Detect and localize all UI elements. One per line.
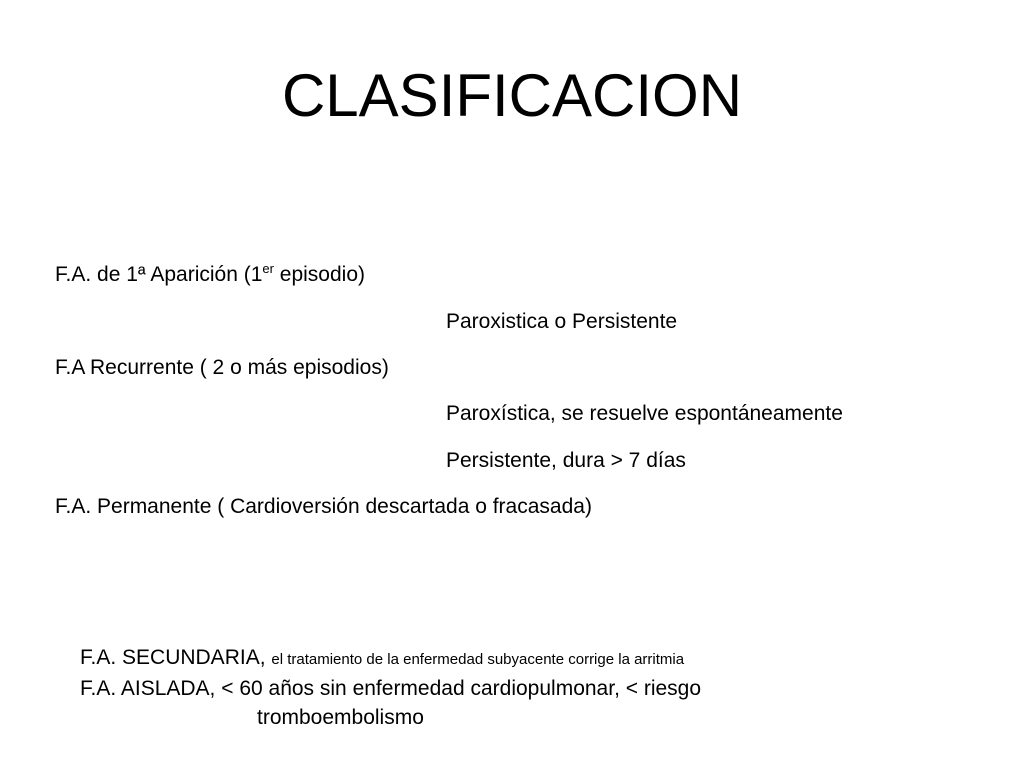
item-recurrent: F.A Recurrente ( 2 o más episodios) [55, 356, 389, 379]
first-appearance-prefix: F.A. de 1ª Aparición (1 [55, 263, 263, 286]
first-appearance-suffix: episodio) [273, 263, 366, 286]
note-secundaria-description: el tratamiento de la enfermedad subyacente corrige la arritmia [271, 651, 685, 668]
note-secundaria [80, 643, 701, 674]
item-recurrent-paroxysmal: Paroxística, se resuelve espontáneamente [446, 402, 843, 425]
first-appearance-superscript: er [262, 261, 274, 276]
item-first-appearance [55, 262, 365, 290]
item-recurrent-persistent: Persistente, dura > 7 días [446, 449, 686, 472]
note-aislada-line-1: F.A. AISLADA, < 60 años sin enfermedad cardiopulmonar, < riesgo [80, 677, 702, 700]
note-aislada-line-2: tromboembolismo [257, 706, 424, 729]
footer-notes [80, 643, 701, 732]
item-first-appearance-subtype: Paroxistica o Persistente [446, 310, 678, 333]
item-permanent: F.A. Permanente ( Cardioversión descartada o fracasada) [55, 495, 592, 518]
slide-title: CLASIFICACION [281, 62, 743, 129]
note-secundaria-label: F.A. SECUNDARIA, [80, 646, 272, 669]
